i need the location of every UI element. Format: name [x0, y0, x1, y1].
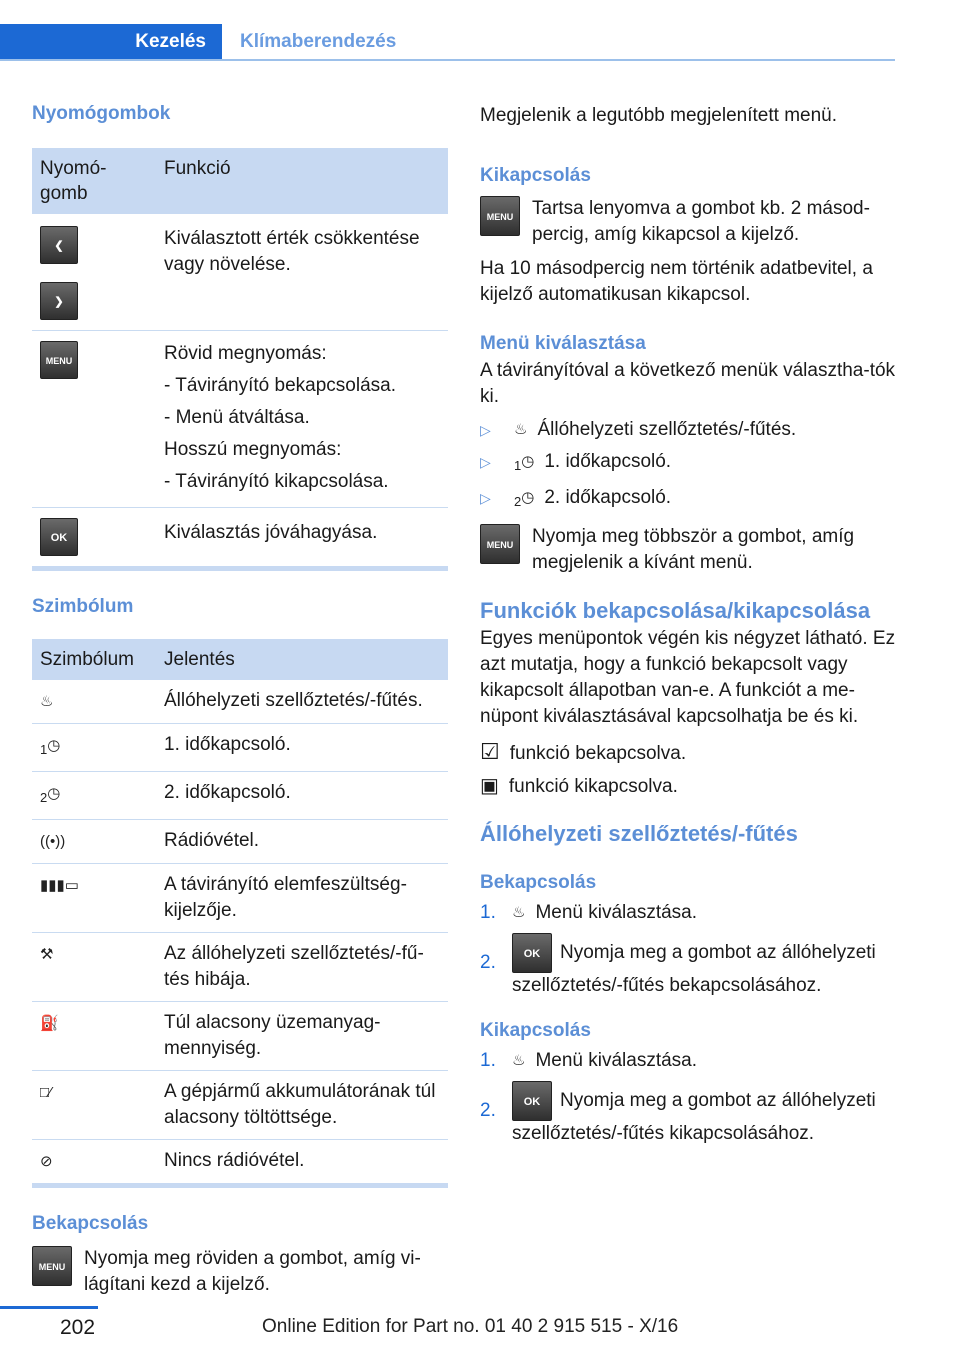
buttons-table [32, 148, 448, 566]
timer-2-icon: 2◷ [40, 785, 61, 805]
radio-reception-icon: ((•)) [40, 833, 66, 850]
checked-box-icon: ☑ [480, 739, 500, 764]
heater-title: Állóhelyzeti szellőztetés/-fűtés [480, 821, 798, 846]
timer-1-icon: 1◷ [40, 737, 61, 757]
table-end-rule [32, 1183, 448, 1188]
func-on-row [480, 736, 900, 770]
row-text: 2. időkapcsoló. [156, 772, 448, 820]
row-text: Állóhelyzeti szellőztetés/-fűtés. [156, 680, 448, 724]
list-item [480, 1045, 900, 1077]
table-row [32, 933, 448, 1002]
off-title: Kikapcsolás [480, 165, 591, 186]
switch-on-title: Bekapcsolás [32, 1213, 149, 1234]
table-row [32, 1002, 448, 1071]
row-text: - Távirányító kikapcsolása. [164, 471, 389, 492]
table-row [32, 1140, 448, 1184]
page-number: 202 [60, 1316, 96, 1339]
symbols-title: Szimbólum [32, 596, 134, 617]
func-off-text: funkció kikapcsolva. [508, 776, 678, 797]
parking-heater-icon: ♨ [512, 1052, 526, 1069]
vehicle-battery-icon: □⁄ [40, 1084, 52, 1101]
table-row [32, 864, 448, 933]
step-text: Menü kiválasztása. [535, 902, 698, 923]
empty-box-icon: ▣ [480, 775, 499, 797]
intro-text: Megjelenik a legutóbb megjelenített menü. [480, 105, 838, 126]
switch-on-text: Nyomja meg röviden a gombot, amíg vi-lágítani kezd a kijelző. [84, 1248, 421, 1295]
table-row [32, 214, 448, 331]
row-text: 1. időkapcsoló. [156, 724, 448, 772]
row-text: A távirányító elemfeszültség-kijelzője. [156, 864, 448, 933]
parking-heater-icon: ♨ [514, 421, 528, 438]
row-text: Nincs rádióvétel. [164, 1150, 305, 1171]
list-item [480, 482, 900, 518]
left-column [32, 100, 448, 1298]
right-arrow-button-icon: ❯ [40, 282, 78, 320]
parking-heater-icon: ♨ [40, 693, 54, 710]
menu-press-text: Nyomja meg többször a gombot, amíg megjelenik a kívánt menü. [532, 526, 855, 573]
list-item-label: 1. időkapcsoló. [544, 451, 672, 472]
list-item [480, 446, 900, 482]
no-radio-icon: ⊘ [40, 1153, 53, 1170]
edition-text: Online Edition for Part no. 01 40 2 915 515 - X/16 [262, 1316, 679, 1337]
func-on-text: funkció bekapcsolva. [509, 743, 687, 764]
menu-button-icon: MENU [32, 1246, 72, 1286]
symbols-col1-header: Szimbólum [32, 639, 156, 680]
menu-button-icon: MENU [480, 196, 520, 236]
list-item [480, 414, 900, 446]
timer-1-icon: 1◷ [514, 453, 535, 473]
triangle-bullet-icon: ▷ [480, 490, 491, 506]
menu-button-icon: MENU [40, 341, 78, 379]
off-steps [480, 1045, 900, 1147]
buttons-title: Nyomógombok [32, 103, 171, 124]
header-rule [0, 59, 895, 61]
off2-title: Kikapcsolás [480, 1020, 591, 1041]
symbols-table [32, 639, 448, 1183]
step-number: 1. [480, 1050, 496, 1071]
table-row [32, 680, 448, 724]
func-text: Egyes menüpontok végén kis négyzet látható. Ez azt mutatja, hogy a funkció bekapcsolt vagy kikapcsolt állapotban van-e. A funkciót a me-nüpont kiválasztásával kapcsolhatja be és ki. [480, 628, 896, 727]
row-text: Kiválasztás jóváhagyása. [164, 522, 378, 543]
row-text: - Távirányító bekapcsolása. [164, 375, 396, 396]
fuel-pump-icon: ⛽ [40, 1015, 59, 1032]
row-text: Túl alacsony üzemanyag-mennyiség. [156, 1002, 448, 1071]
ok-button-icon: OK [40, 518, 78, 556]
right-column [480, 100, 900, 1147]
list-item [480, 933, 900, 999]
buttons-col1-header: Nyomó- gomb [32, 148, 156, 214]
menu-list [480, 414, 900, 518]
ok-button-icon: OK [512, 1081, 552, 1121]
on-title: Bekapcsolás [480, 872, 597, 893]
off-text: Tartsa lenyomva a gombot kb. 2 másod-percig, amíg kikapcsol a kijelző. [532, 198, 870, 245]
step-number: 1. [480, 902, 496, 923]
auto-off-text: Ha 10 másodpercig nem történik adatbevitel, a kijelző automatikusan kikapcsol. [480, 258, 873, 305]
triangle-bullet-icon: ▷ [480, 454, 491, 470]
step-text: Menü kiválasztása. [535, 1050, 698, 1071]
footer-rule [0, 1306, 98, 1309]
parking-heater-icon: ♨ [512, 904, 526, 921]
list-item [480, 897, 900, 929]
list-item [480, 1081, 900, 1147]
table-row [32, 331, 448, 508]
step-text: Nyomja meg a gombot az állóhelyzeti szellőztetés/-fűtés kikapcsolásához. [512, 1090, 876, 1144]
menu-select-text: A távirányítóval a következő menük választha-tók ki. [480, 360, 896, 407]
wrench-icon: ⚒ [40, 946, 54, 963]
tab-klimaberendezes[interactable]: Klímaberendezés [240, 31, 397, 52]
step-text: Nyomja meg a gombot az állóhelyzeti szellőztetés/-fűtés bekapcsolásához. [512, 942, 876, 996]
func-title: Funkciók bekapcsolása/kikapcsolása [480, 598, 871, 623]
row-text: Hosszú megnyomás: [164, 439, 342, 460]
left-arrow-button-icon: ❮ [40, 226, 78, 264]
menu-select-title: Menü kiválasztása [480, 333, 646, 354]
chapter-header [0, 0, 960, 62]
ok-button-icon: OK [512, 933, 552, 973]
row-text: Rádióvétel. [156, 820, 448, 864]
table-row [32, 508, 448, 567]
row-text: Rövid megnyomás: [164, 343, 327, 364]
table-end-rule [32, 566, 448, 571]
row-text: Kiválasztott érték csökkentése vagy növelése. [164, 228, 420, 275]
list-item-label: Állóhelyzeti szellőztetés/-fűtés. [537, 419, 797, 440]
row-text: - Menü átváltása. [164, 407, 310, 428]
row-text: A gépjármű akkumulátorának túl alacsony töltöttsége. [156, 1071, 448, 1140]
battery-icon: ▮▮▮▭ [40, 877, 79, 894]
table-row [32, 724, 448, 772]
on-steps [480, 897, 900, 999]
step-number: 2. [480, 952, 496, 973]
menu-button-icon: MENU [480, 524, 520, 564]
triangle-bullet-icon: ▷ [480, 422, 491, 438]
list-item-label: 2. időkapcsoló. [544, 487, 672, 508]
step-number: 2. [480, 1100, 496, 1121]
tab-kezeles[interactable]: Kezelés [0, 24, 222, 60]
timer-2-icon: 2◷ [514, 489, 535, 509]
symbols-col2-header: Jelentés [156, 639, 448, 680]
buttons-col2-header: Funkció [156, 148, 448, 214]
table-row [32, 1071, 448, 1140]
table-row [32, 820, 448, 864]
func-off-row [480, 770, 900, 803]
table-row [32, 772, 448, 820]
row-text: Az állóhelyzeti szellőztetés/-fű-tés hibája. [156, 933, 448, 1002]
